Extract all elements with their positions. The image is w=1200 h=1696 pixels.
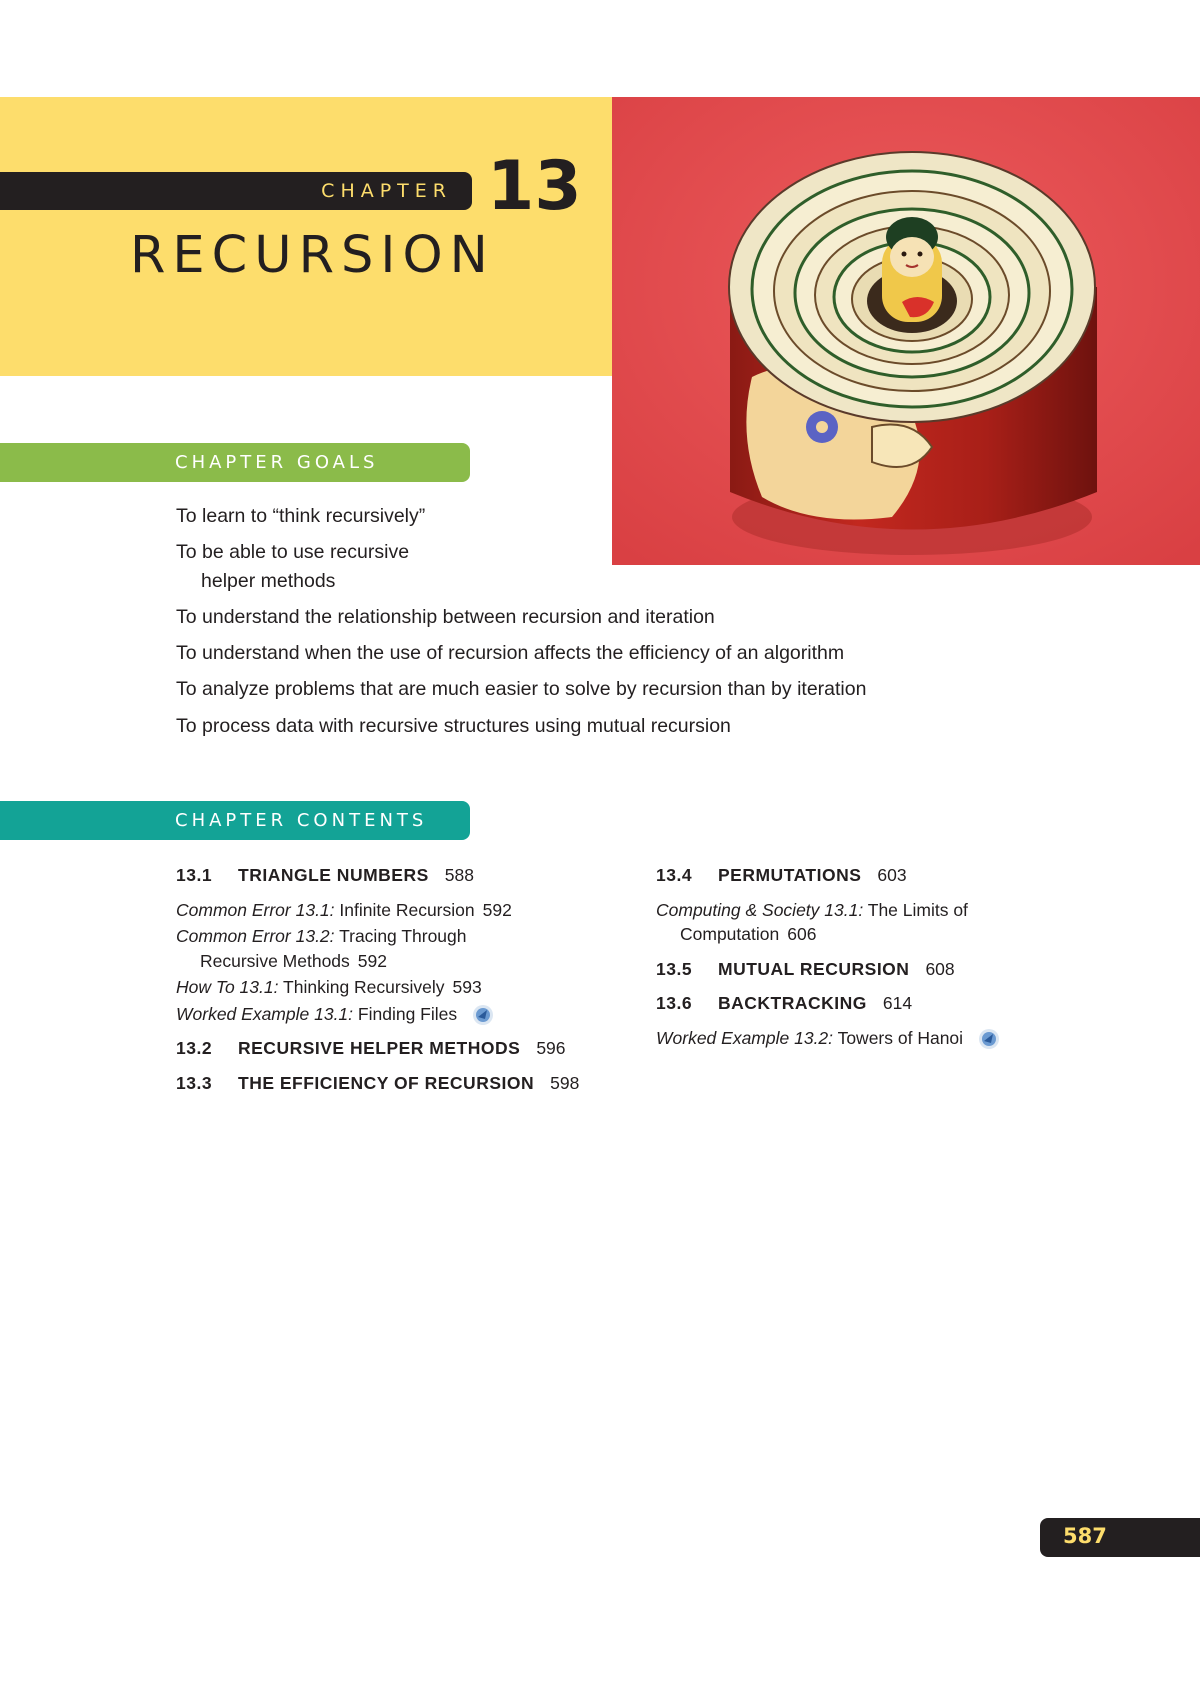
toc-section-13-3[interactable] xyxy=(176,1071,636,1096)
entry-kind: Worked Example 13.2: xyxy=(656,1027,834,1048)
chapter-title: RECURSION xyxy=(130,226,495,285)
section-page: 588 xyxy=(444,865,474,885)
entry-title-continued: Computation xyxy=(680,924,780,944)
goal-text: To be able to use recursive xyxy=(176,541,410,564)
chapter-contents-heading: CHAPTER CONTENTS xyxy=(175,810,428,831)
toc-section-13-2[interactable] xyxy=(176,1036,636,1061)
goal-item xyxy=(176,675,1076,703)
toc-section-13-5[interactable] xyxy=(656,957,1116,982)
entry-kind: Computing & Society 13.1: xyxy=(656,899,864,920)
toc-right-column xyxy=(656,863,1116,1052)
nested-dolls-image xyxy=(612,97,1200,565)
entry-title: Infinite Recursion xyxy=(339,899,475,920)
goal-text: To analyze problems that are much easier to solve by recursion than by iteration xyxy=(176,678,867,701)
chapter-goals-heading: CHAPTER GOALS xyxy=(175,452,379,473)
chapter-label: CHAPTER xyxy=(321,180,452,202)
section-title: MUTUAL RECURSION xyxy=(718,958,910,979)
toc-entry-common-error-13-1[interactable] xyxy=(176,898,636,923)
entry-page: 593 xyxy=(452,977,482,997)
section-number: 13.1 xyxy=(176,865,213,885)
entry-page: 592 xyxy=(482,899,512,920)
section-number: 13.5 xyxy=(656,958,693,979)
section-title: TRIANGLE NUMBERS xyxy=(238,865,429,885)
section-number: 13.6 xyxy=(656,993,693,1013)
page-number: 587 xyxy=(1063,1524,1107,1548)
chapter-number: 13 xyxy=(487,147,582,226)
goal-text: To understand the relationship between recursion and iteration xyxy=(176,605,715,628)
section-title: RECURSIVE HELPER METHODS xyxy=(238,1038,521,1058)
section-number: 13.2 xyxy=(176,1038,213,1058)
entry-kind: Common Error 13.1: xyxy=(176,899,335,920)
goal-text: To process data with recursive structures using mutual recursion xyxy=(176,714,731,737)
toc-entry-worked-example-13-1[interactable] xyxy=(176,1002,636,1027)
entry-kind: How To 13.1: xyxy=(176,977,279,997)
entry-kind: Worked Example 13.1: xyxy=(176,1003,354,1024)
entry-title: Thinking Recursively xyxy=(283,977,445,997)
web-resource-icon[interactable] xyxy=(472,1004,494,1026)
goal-text: To understand when the use of recursion affects the efficiency of an algorithm xyxy=(176,642,845,665)
goal-text-continued: helper methods xyxy=(201,569,336,592)
goal-text: To learn to “think recursively” xyxy=(176,505,426,527)
section-page: 608 xyxy=(925,958,955,979)
toc-entry-common-error-13-2[interactable] xyxy=(176,924,636,973)
entry-page: 606 xyxy=(787,924,817,944)
section-title: BACKTRACKING xyxy=(718,993,867,1013)
entry-title: Tracing Through xyxy=(339,926,467,946)
toc-left-column xyxy=(176,863,636,1105)
entry-title: Towers of Hanoi xyxy=(837,1027,964,1048)
entry-title-continued: Recursive Methods xyxy=(200,950,350,971)
toc-section-13-4[interactable] xyxy=(656,863,1116,888)
toc-section-13-1[interactable] xyxy=(176,863,636,888)
section-page: 614 xyxy=(882,993,913,1013)
entry-page: 592 xyxy=(357,950,387,971)
entry-title: The Limits of xyxy=(867,899,968,920)
section-title: PERMUTATIONS xyxy=(718,865,862,885)
toc-entry-how-to-13-1[interactable] xyxy=(176,975,636,1000)
goal-item xyxy=(176,538,1076,595)
web-resource-icon[interactable] xyxy=(978,1028,1000,1050)
toc-entry-worked-example-13-2[interactable] xyxy=(656,1026,1116,1051)
chapter-bar xyxy=(0,172,472,210)
toc-entry-computing-society-13-1[interactable] xyxy=(656,898,1116,947)
chapter-contents-tab xyxy=(0,801,470,840)
chapter-goals-tab xyxy=(0,443,470,482)
section-number: 13.3 xyxy=(176,1072,213,1093)
goals-list xyxy=(176,502,1076,748)
toc-section-13-6[interactable] xyxy=(656,991,1116,1016)
section-page: 596 xyxy=(536,1038,566,1058)
section-title: THE EFFICIENCY OF RECURSION xyxy=(238,1072,535,1093)
section-number: 13.4 xyxy=(656,865,693,885)
entry-title: Finding Files xyxy=(357,1003,458,1024)
goal-item xyxy=(176,502,1076,530)
goal-item xyxy=(176,603,1076,631)
page-number-box xyxy=(1040,1518,1200,1557)
goal-item xyxy=(176,712,1076,740)
goal-item xyxy=(176,639,1076,667)
section-page: 598 xyxy=(550,1072,580,1093)
entry-kind: Common Error 13.2: xyxy=(176,926,335,946)
section-page: 603 xyxy=(877,865,907,885)
